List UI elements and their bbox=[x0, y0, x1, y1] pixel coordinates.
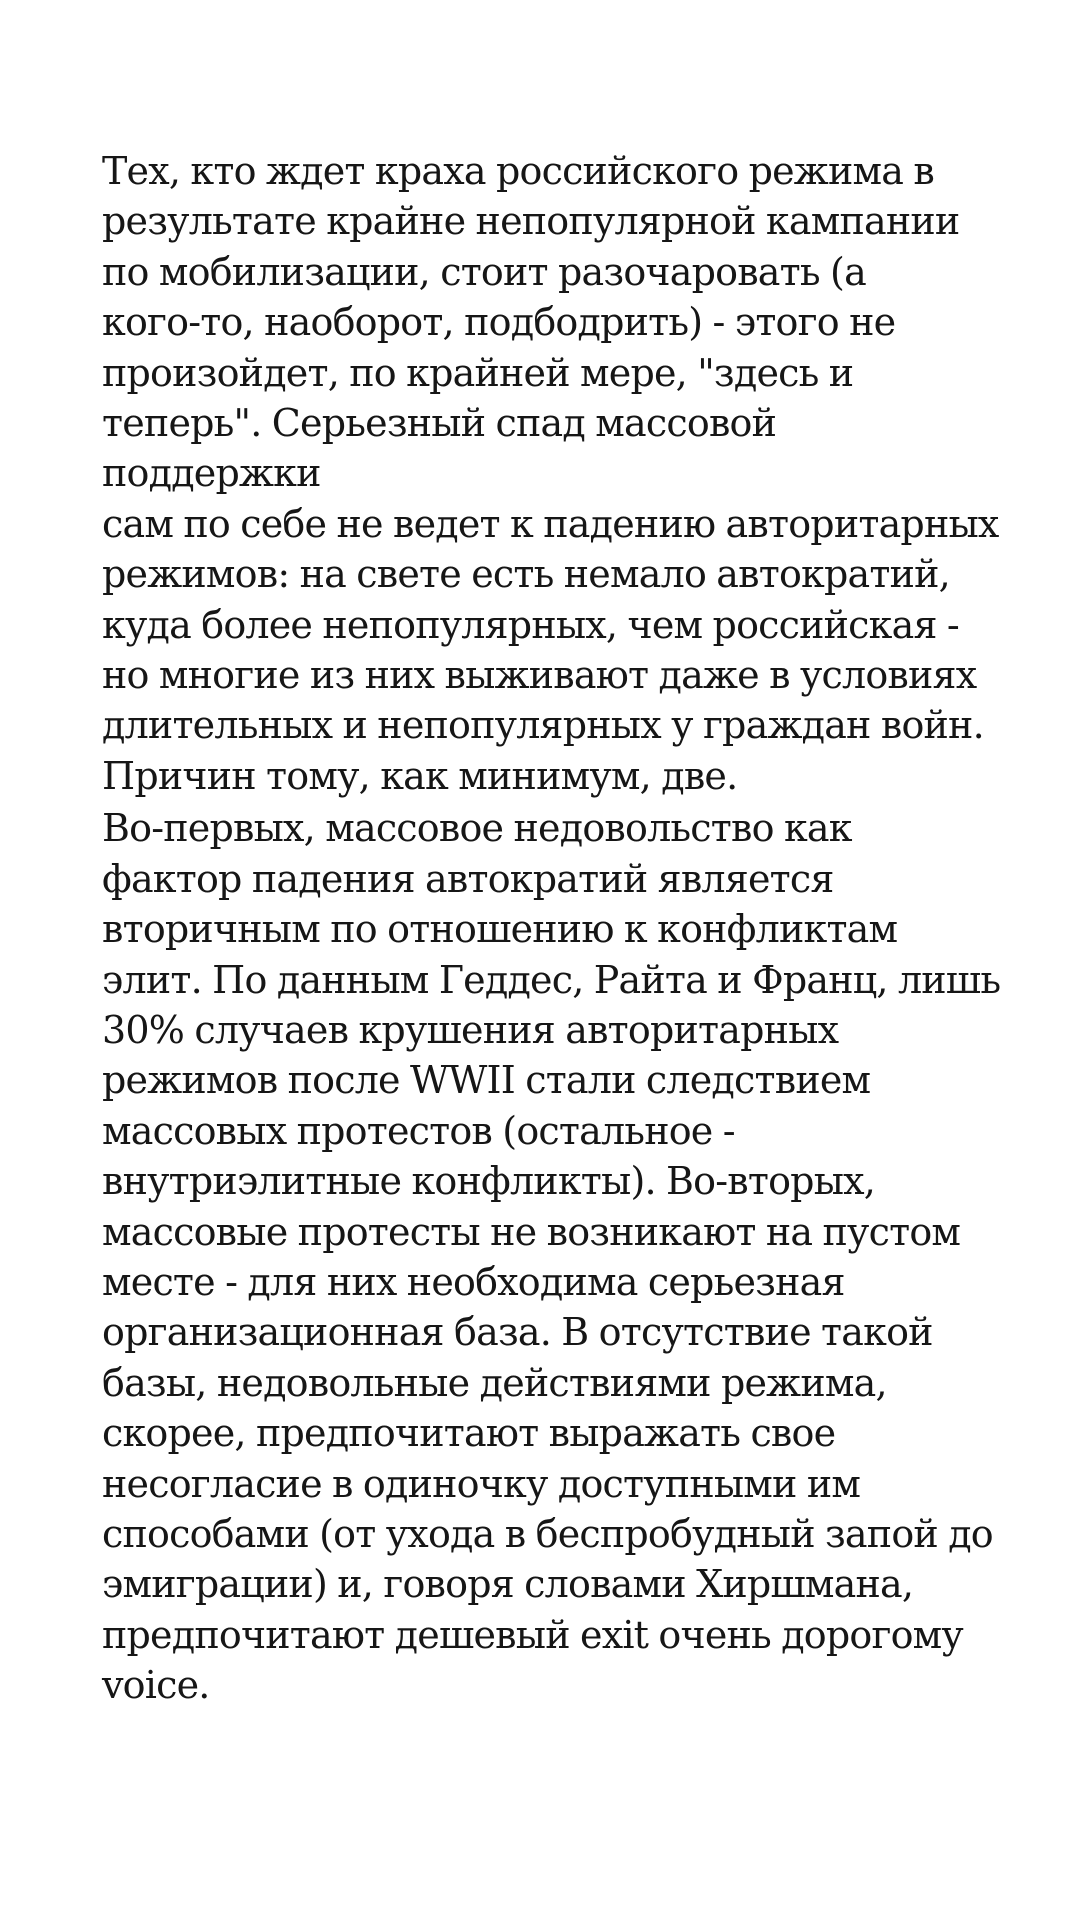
article-body bbox=[102, 146, 1002, 1711]
paragraph-2: Во-первых, массовое недовольство как фактор падения автократий является вторичным по отношению к конфликтам элит. По данным Геддес, Райта и Франц, лишь 30% случаев крушения авторитарных режимов после WWII стали следствием массовых протестов (остальное - внутриэлитные конфликты). Во-вторых, массовые протесты не возникают на пустом месте - для них необходима серьезная организационная база. В отсутствие такой базы, недовольные действиями режима, скорее, предпочитают выражать свое несогласие в одиночку доступными им способами (от ухода в беспробудный запой до эмиграции) и, говоря словами Хиршмана, предпочитают дешевый exit очень дорогому voice. bbox=[102, 806, 1001, 1708]
paragraph-1: Тех, кто ждет краха российского режима в результате крайне непопулярной кампании по мобилизации, стоит разочаровать (а кого-то, наоборот, подбодрить) - этого не произойдет, по крайней мере, "здесь и теперь". Серьезный спад массовой поддержки сам по себе не ведет к падению авторитарных режимов: на свете есть немало автократий, куда более непопулярных, чем российская - но многие из них выживают даже в условиях длительных и непопулярных у граждан войн. Причин тому, как минимум, две. bbox=[102, 149, 999, 798]
